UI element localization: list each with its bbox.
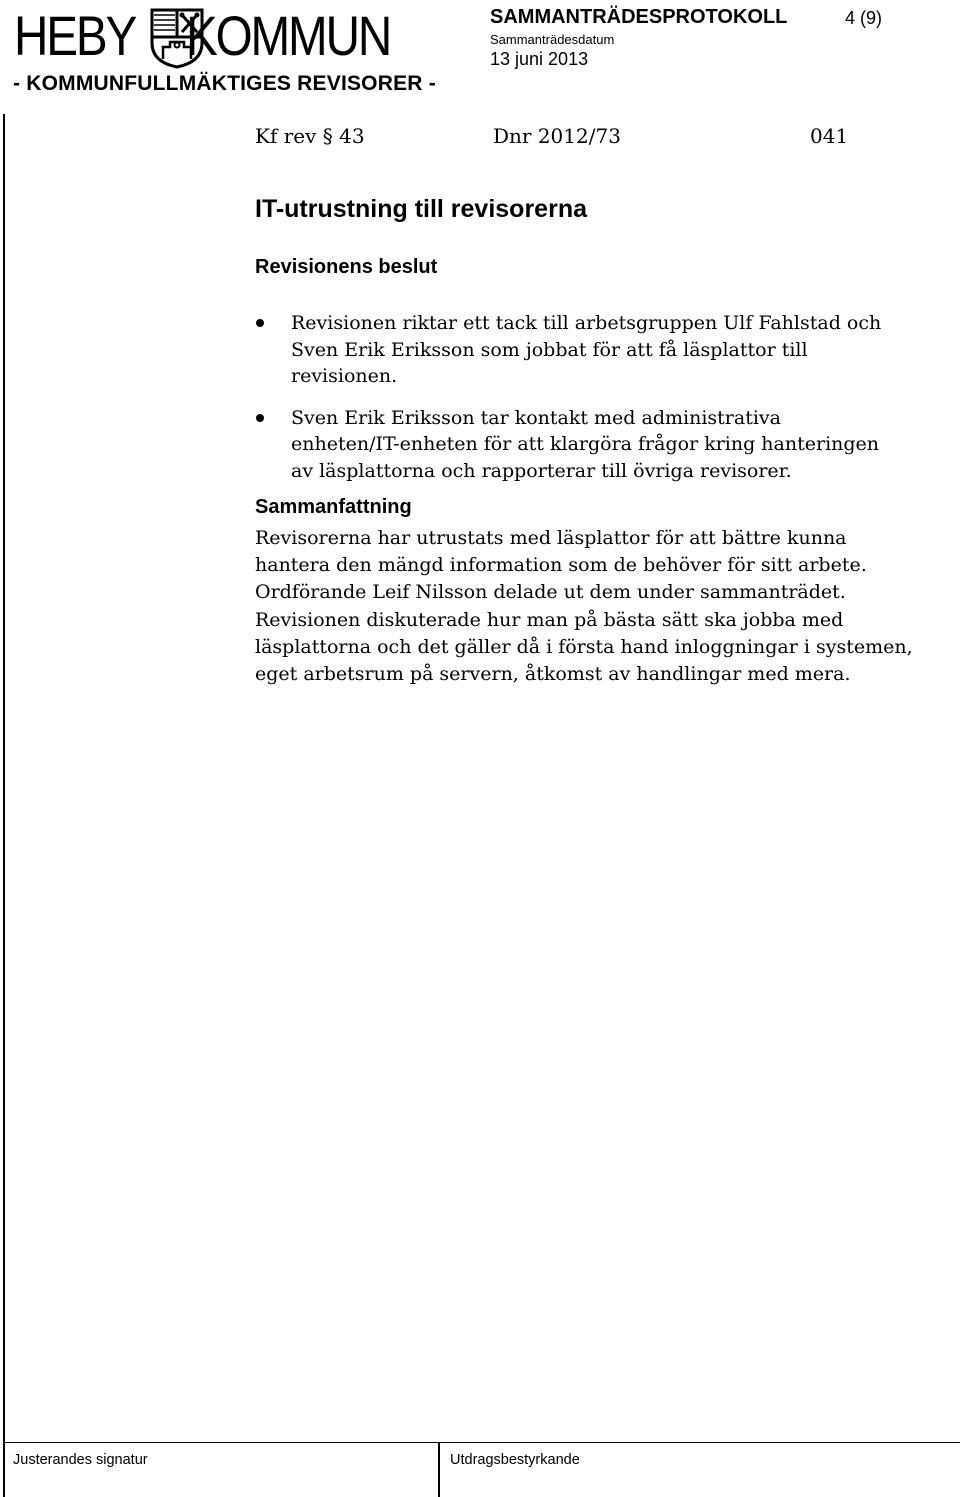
decision-item xyxy=(255,405,895,485)
document-title: SAMMANTRÄDESPROTOKOLL xyxy=(490,6,788,28)
page-number: 4 (9) xyxy=(845,8,883,28)
bullet-icon xyxy=(256,414,264,422)
decision-item-text: Sven Erik Eriksson tar kontakt med administrativa enheten/IT-enheten för att klargöra frågor kring hanteringen av läsplattorna och rapporterar till övriga revisorer. xyxy=(291,406,880,482)
footer-column-divider xyxy=(438,1443,440,1497)
organization-subtitle: - KOMMUNFULLMÄKTIGES REVISORER - xyxy=(13,72,436,95)
meeting-date-label: Sammanträdesdatum xyxy=(490,32,615,47)
decision-list xyxy=(255,310,895,499)
paragraph-reference: Kf rev § 43 xyxy=(255,124,365,148)
reference-row xyxy=(255,124,855,152)
logo-text-kommun: KOMMUN xyxy=(186,4,391,67)
summary-text: Revisorerna har utrustats med läsplattor för att bättre kunna hantera den mängd information som de behöver för sitt arbete. Ordförande Leif Nilsson delade ut dem under sammanträdet. Revisionen diskuterade hur man på bästa sätt ska jobba med läsplattorna och det gäller då i första hand inloggningar i systemen, eget arbetsrum på servern, åtkomst av handlingar med mera. xyxy=(255,527,913,686)
footer-divider-line xyxy=(3,1442,960,1443)
logo-text-heby: HEBY xyxy=(14,4,136,67)
bullet-icon xyxy=(256,319,264,327)
section-title: IT-utrustning till revisorerna xyxy=(255,195,587,223)
archive-code: 041 xyxy=(810,124,849,148)
diary-number: Dnr 2012/73 xyxy=(493,124,621,148)
signature-label: Justerandes signatur xyxy=(13,1452,148,1468)
decision-item xyxy=(255,310,895,390)
summary-heading: Sammanfattning xyxy=(255,496,412,518)
meeting-date-value: 13 juni 2013 xyxy=(490,49,589,69)
decision-item-text: Revisionen riktar ett tack till arbetsgruppen Ulf Fahlstad och Sven Erik Eriksson som jobbat för att få läsplattor till revisionen. xyxy=(291,312,882,387)
heby-kommun-logo xyxy=(12,4,407,68)
extract-certification-label: Utdragsbestyrkande xyxy=(450,1452,580,1468)
decision-heading: Revisionens beslut xyxy=(255,256,438,278)
left-margin-line xyxy=(3,114,5,1497)
